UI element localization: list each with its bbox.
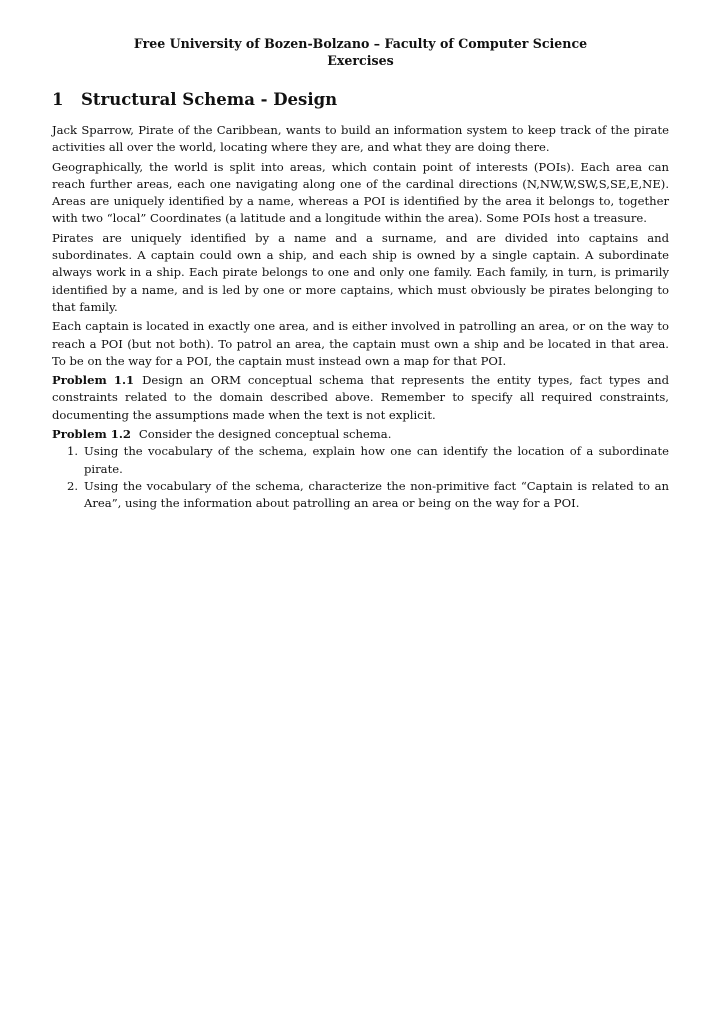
problem-1-1-text: Design an ORM conceptual schema that represents the entity types, fact types and constraints related to the domain described above. Remember to specify all required constraints, documenting the assumptions made when the text is not explicit.	[52, 373, 670, 422]
list-item-number: 1.	[66, 444, 78, 459]
list-item-number: 2.	[66, 478, 78, 493]
pirates-paragraph: Pirates are uniquely identified by a name and a surname, and are divided into captains and subordinates. A captain could own a ship, and each ship is owned by a single captain. A subordinate always work in a ship. Each pirate belongs to one and only one family. Each family, in turn, is primarily identified by a name, and is led by one or more captains, which must obviously be pirates belonging to that family.	[52, 230, 669, 314]
section-number: 1	[52, 90, 64, 109]
list-item	[52, 443, 669, 478]
problem-1-2-list	[52, 443, 669, 512]
document-header	[52, 36, 669, 69]
section-heading	[52, 90, 669, 110]
captain-location-paragraph: Each captain is located in exactly one area, and is either involved in patrolling an area, or on the way to reach a POI (but not both). To patrol an area, the captain must own a ship and be located in that area. To be on the way for a POI, the captain must instead own a map for that POI.	[52, 319, 669, 368]
problem-1-1	[52, 372, 669, 424]
section-title: Structural Schema - Design	[81, 90, 338, 109]
intro-paragraph: Jack Sparrow, Pirate of the Caribbean, wants to build an information system to keep track of the pirate activities all over the world, locating where they are, and what they are doing there.	[52, 123, 669, 155]
header-institution: Free University of Bozen-Bolzano – Faculty of Computer Science	[133, 36, 588, 51]
header-subtitle: Exercises	[327, 52, 394, 68]
problem-1-1-label: Problem 1.1	[52, 373, 135, 388]
problem-1-2	[52, 426, 669, 443]
list-item-text: Using the vocabulary of the schema, characterize the non-primitive fact “Captain is related to an Area”, using the information about patrolling an area or being on the way for a POI.	[84, 478, 669, 511]
list-item-text: Using the vocabulary of the schema, explain how one can identify the location of a subordinate pirate.	[84, 444, 669, 476]
problem-1-2-text: Consider the designed conceptual schema.	[138, 427, 392, 442]
geography-paragraph: Geographically, the world is split into areas, which contain point of interests (POIs). Each area can reach further areas, each one navigating along one of the cardinal directions (N,NW,W,SW,S,SE,E,NE). Areas are uniquely identified by a name, whereas a POI is identified by the area it belongs to, together with two “local” Coordinates (a latitude and a longitude within the area). Some POIs host a treasure.	[52, 159, 669, 226]
list-item	[52, 478, 669, 513]
document-page	[52, 36, 669, 513]
problem-1-2-label: Problem 1.2	[52, 427, 131, 442]
